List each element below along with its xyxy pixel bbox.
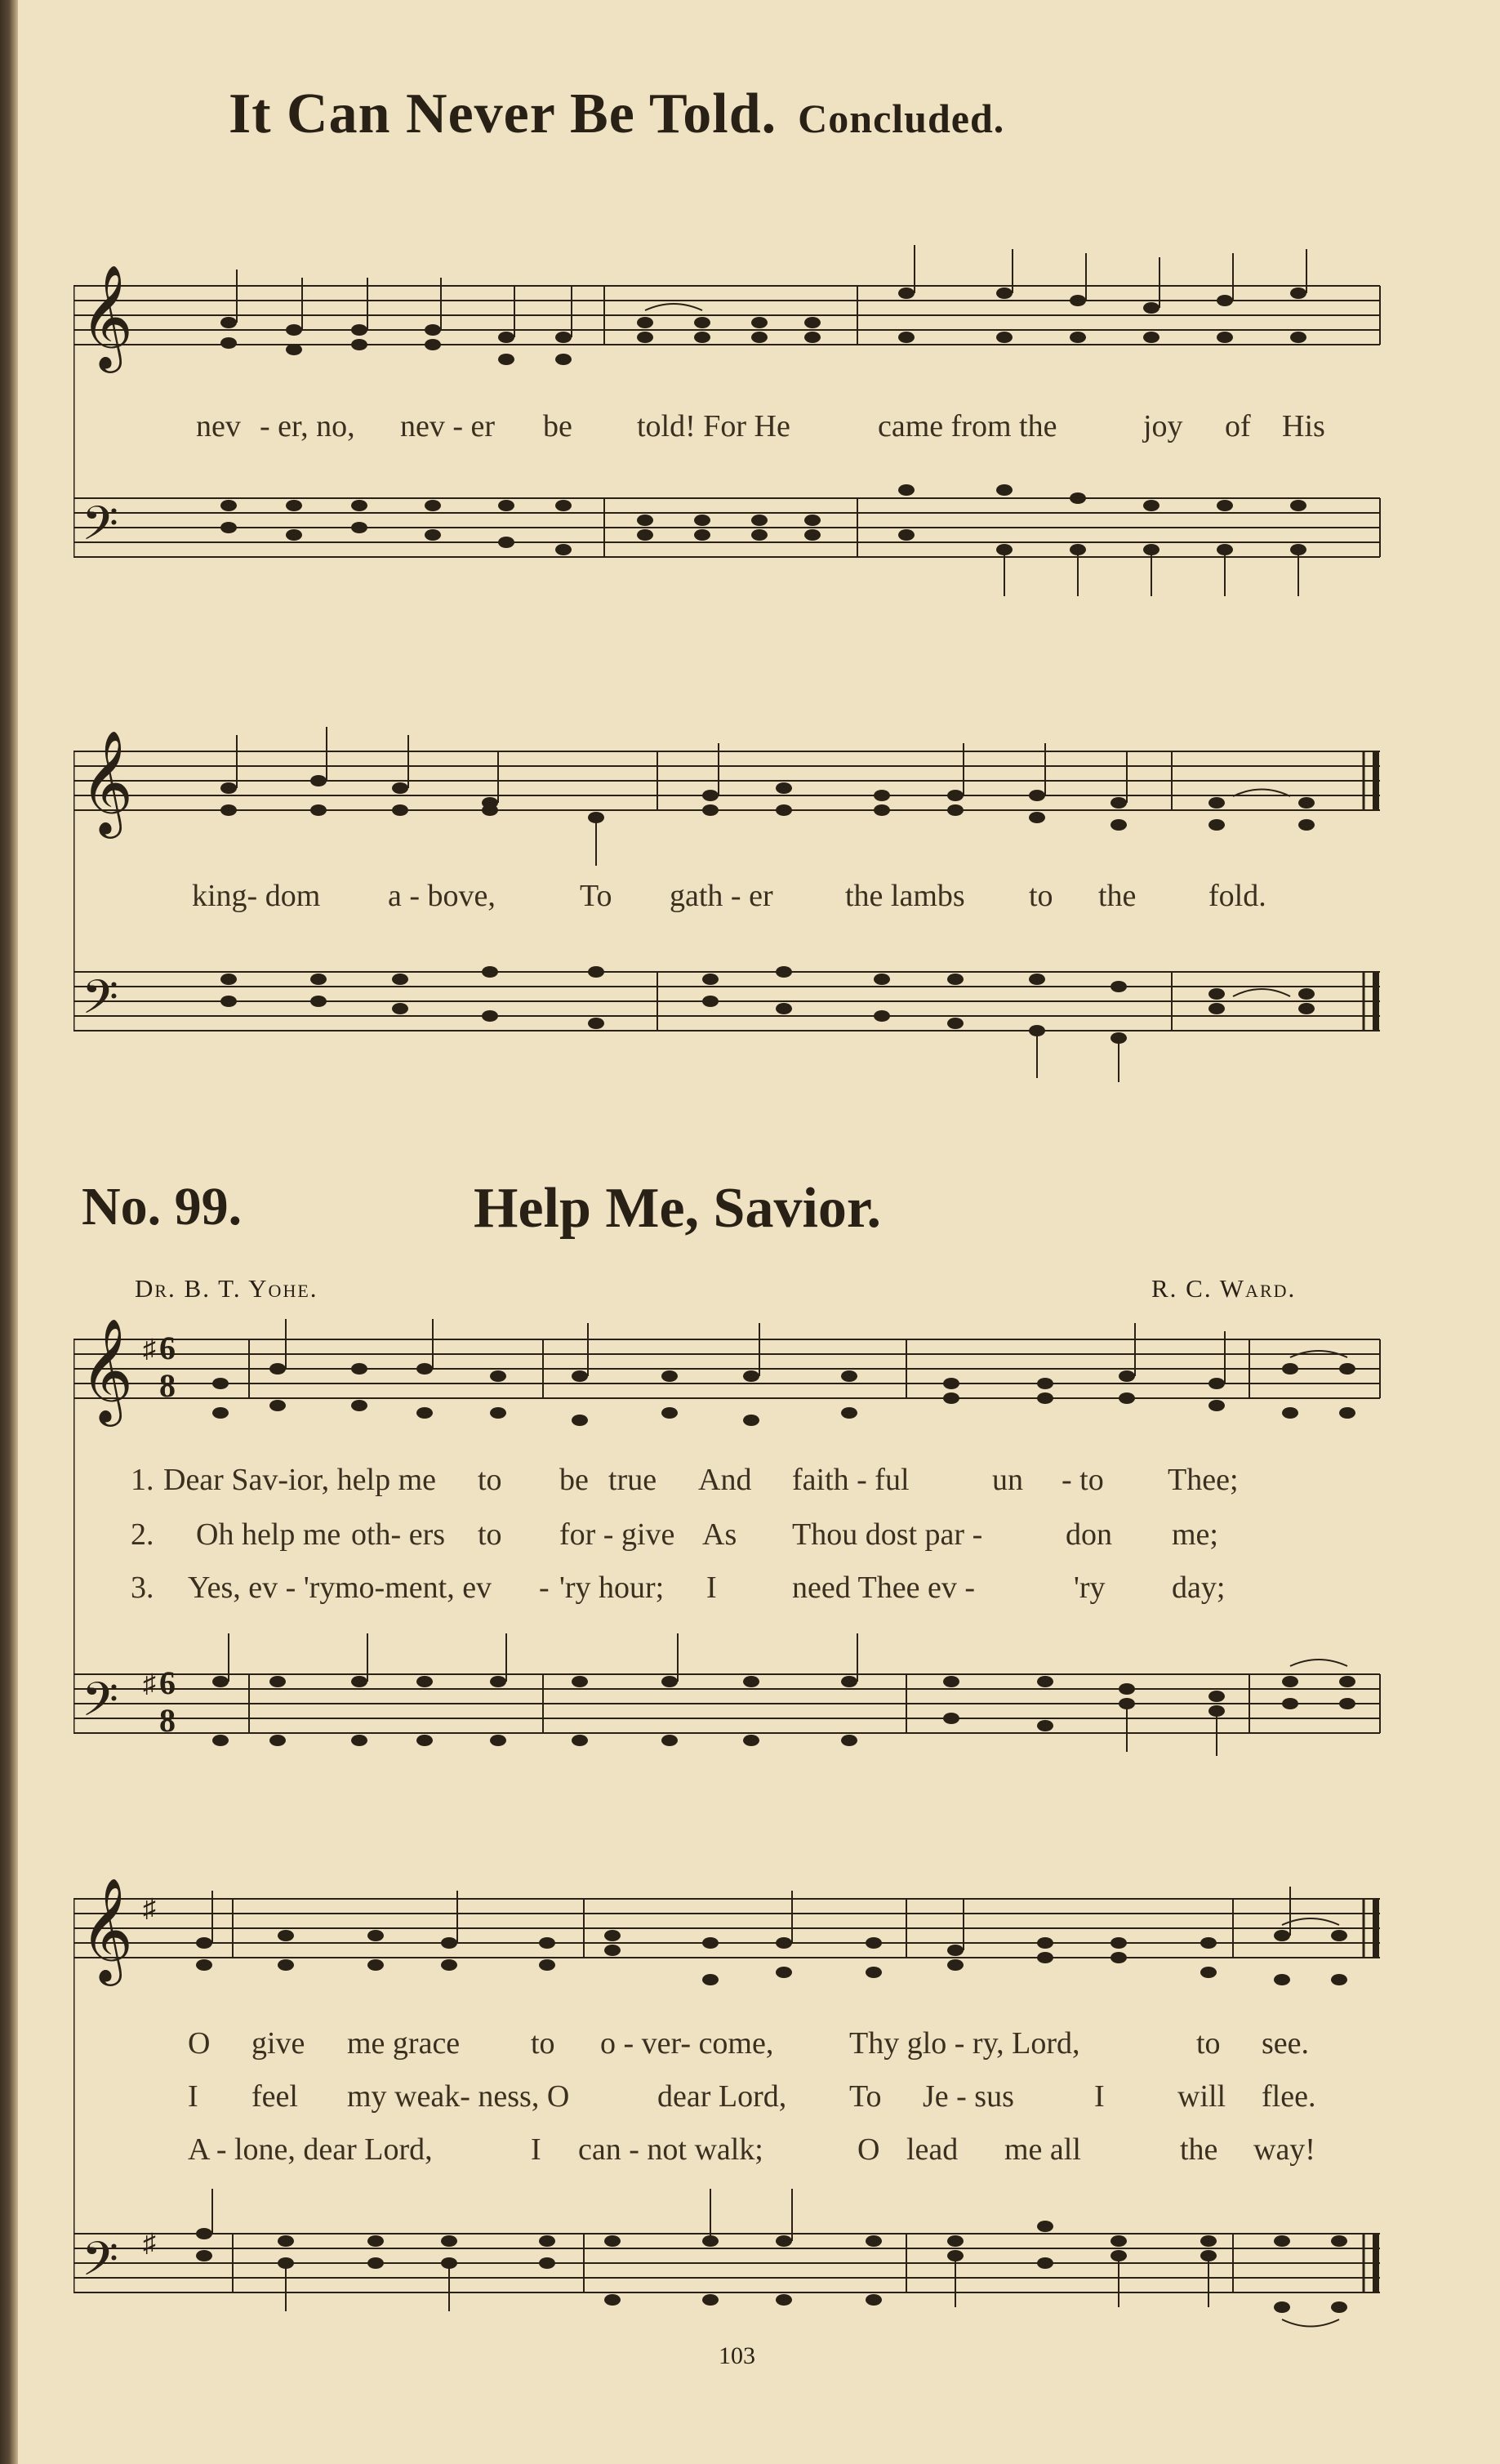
- page-number: 103: [719, 2342, 755, 2369]
- bass-clef-icon: 𝄢: [82, 969, 119, 1036]
- lyric-syllable: To: [580, 879, 612, 913]
- bass-clef-icon: 𝄢: [82, 2231, 119, 2298]
- lyric-syllable: fold.: [1208, 879, 1266, 913]
- lyric-syllable: day;: [1172, 1571, 1226, 1605]
- lyricist-credit: Dr. B. T. Yohe.: [135, 1274, 318, 1303]
- song-number: No. 99.: [82, 1177, 243, 1236]
- bass-staff-lines: [73, 498, 1380, 557]
- lyrics-verse-1: [73, 1462, 1392, 1503]
- lyric-syllable: -: [539, 1571, 550, 1605]
- music-system-2: [73, 719, 1392, 1094]
- lyric-syllable: dear Lord,: [657, 2079, 787, 2114]
- music-system-1: [73, 245, 1392, 621]
- verse-number: 1.: [131, 1463, 154, 1497]
- lyric-syllable: Dear Sav-ior, help me: [163, 1463, 437, 1497]
- lyric-syllable: lead: [906, 2132, 959, 2167]
- treble-noteheads: [212, 1363, 1355, 1426]
- book-binding-edge: [0, 0, 18, 2464]
- lyric-syllable: 'ry hour;: [559, 1571, 665, 1605]
- lyric-syllable: the: [1098, 879, 1137, 913]
- lyric-syllable: joy: [1143, 409, 1183, 443]
- lyric-syllable: o - ver- come,: [600, 2026, 774, 2061]
- composer-credit: R. C. Ward.: [1151, 1274, 1297, 1303]
- treble-clef-icon: 𝄞: [80, 1317, 134, 1422]
- lyric-syllable: see.: [1262, 2026, 1310, 2061]
- verse-number: 3.: [131, 1571, 154, 1605]
- lyric-syllable: A - lone, dear Lord,: [188, 2132, 433, 2167]
- lyric-syllable: for - give: [559, 1517, 675, 1552]
- lyric-syllable: Thee;: [1168, 1463, 1239, 1497]
- lyric-syllable: feel: [251, 2079, 298, 2114]
- lyric-syllable: to: [1029, 879, 1053, 913]
- concluded-label: Concluded.: [798, 96, 1005, 141]
- lyric-syllable: need Thee ev -: [792, 1571, 976, 1605]
- lyric-syllable: a - bove,: [388, 879, 496, 913]
- lyric-syllable: - to: [1062, 1463, 1104, 1497]
- lyric-syllable: I: [1094, 2079, 1105, 2114]
- lyrics-verse-2: [73, 1517, 1392, 1557]
- lyric-syllable: oth- ers: [351, 1517, 446, 1552]
- svg-text:8: 8: [159, 1702, 176, 1739]
- key-signature-sharp-icon: ♯: [143, 1334, 156, 1363]
- lyric-syllable: Je - sus: [923, 2079, 1014, 2114]
- lyric-syllable: nev: [196, 409, 241, 443]
- treble-clef-icon: 𝄞: [80, 729, 134, 834]
- page-title: [229, 82, 1004, 147]
- lyric-syllable: 'ry: [1074, 1571, 1106, 1605]
- treble-noteheads: [220, 287, 1306, 365]
- lyric-syllable: to: [1196, 2026, 1221, 2061]
- key-signature-sharp-icon: ♯: [143, 1893, 156, 1923]
- song-title-concluded: It Can Never Be Told.: [229, 82, 777, 145]
- song-header: [82, 1176, 1388, 1250]
- lyric-syllable: gath - er: [670, 879, 773, 913]
- lyric-syllable: me grace: [347, 2026, 461, 2061]
- lyric-syllable: of: [1225, 409, 1251, 443]
- lyric-syllable: As: [702, 1517, 737, 1552]
- lyric-syllable: me;: [1172, 1517, 1218, 1552]
- svg-text:♯: ♯: [143, 1669, 156, 1698]
- lyric-syllable: Yes, ev - 'ry: [188, 1571, 336, 1605]
- music-system-4: [73, 1866, 1392, 2340]
- treble-clef-icon: 𝄞: [80, 1877, 134, 1981]
- treble-noteheads: [220, 775, 1315, 831]
- lyric-syllable: the: [1180, 2132, 1218, 2167]
- lyric-syllable: king- dom: [192, 879, 321, 913]
- lyric-syllable: Thou dost par -: [792, 1517, 983, 1552]
- lyric-syllable: faith - ful: [792, 1463, 910, 1497]
- lyric-syllable: I: [706, 1571, 717, 1605]
- lyric-syllable: nev - er: [400, 409, 496, 443]
- lyrics-line-1: [73, 408, 1392, 449]
- lyric-syllable: my weak- ness, O: [347, 2079, 570, 2114]
- lyrics-refrain-2: [73, 2079, 1392, 2119]
- lyric-syllable: I: [531, 2132, 541, 2167]
- lyric-syllable: un: [992, 1463, 1023, 1497]
- lyrics-refrain-1: [73, 2025, 1392, 2066]
- lyric-syllable: To: [849, 2079, 882, 2114]
- bass-noteheads: [220, 966, 1315, 1044]
- verse-number: 2.: [131, 1517, 154, 1552]
- lyric-syllable: came from the: [878, 409, 1057, 443]
- lyric-syllable: the lambs: [845, 879, 965, 913]
- lyrics-refrain-3: [73, 2132, 1392, 2172]
- bass-noteheads: [212, 1676, 1355, 1746]
- lyrics-verse-3: [73, 1570, 1392, 1611]
- lyric-syllable: can - not walk;: [578, 2132, 763, 2167]
- bass-clef-icon: 𝄢: [82, 1672, 119, 1739]
- lyric-syllable: O: [857, 2132, 880, 2167]
- lyric-syllable: me all: [1004, 2132, 1081, 2167]
- lyric-syllable: - er, no,: [260, 409, 355, 443]
- lyric-syllable: to: [531, 2026, 555, 2061]
- bass-clef-icon: 𝄢: [82, 496, 119, 563]
- lyric-syllable: will: [1177, 2079, 1226, 2114]
- lyric-syllable: give: [251, 2026, 305, 2061]
- lyric-syllable: don: [1066, 1517, 1112, 1552]
- lyric-syllable: be: [559, 1463, 589, 1497]
- svg-text:8: 8: [159, 1367, 176, 1404]
- lyric-syllable: I: [188, 2079, 198, 2114]
- treble-staff-lines: [73, 286, 1380, 345]
- lyric-syllable: mo-ment, ev: [335, 1571, 492, 1605]
- bass-noteheads: [220, 484, 1306, 555]
- lyric-syllable: to: [478, 1517, 502, 1552]
- lyric-syllable: way!: [1253, 2132, 1315, 2167]
- svg-text:6: 6: [159, 1664, 176, 1701]
- lyric-syllable: true: [608, 1463, 657, 1497]
- lyric-syllable: His: [1282, 409, 1325, 443]
- lyric-syllable: to: [478, 1463, 502, 1497]
- music-system-3: [73, 1307, 1392, 1764]
- lyric-syllable: be: [543, 409, 572, 443]
- lyric-syllable: Oh help me: [196, 1517, 341, 1552]
- song-title: Help Me, Savior.: [474, 1177, 882, 1240]
- lyric-syllable: And: [698, 1463, 752, 1497]
- lyrics-line-2: [73, 878, 1392, 919]
- treble-clef-icon: 𝄞: [80, 264, 134, 368]
- svg-text:6: 6: [159, 1330, 176, 1366]
- lyric-syllable: Thy glo - ry, Lord,: [849, 2026, 1080, 2061]
- lyric-syllable: O: [188, 2026, 211, 2061]
- svg-text:♯: ♯: [143, 2228, 156, 2257]
- lyric-syllable: flee.: [1262, 2079, 1316, 2114]
- lyric-syllable: told! For He: [637, 409, 790, 443]
